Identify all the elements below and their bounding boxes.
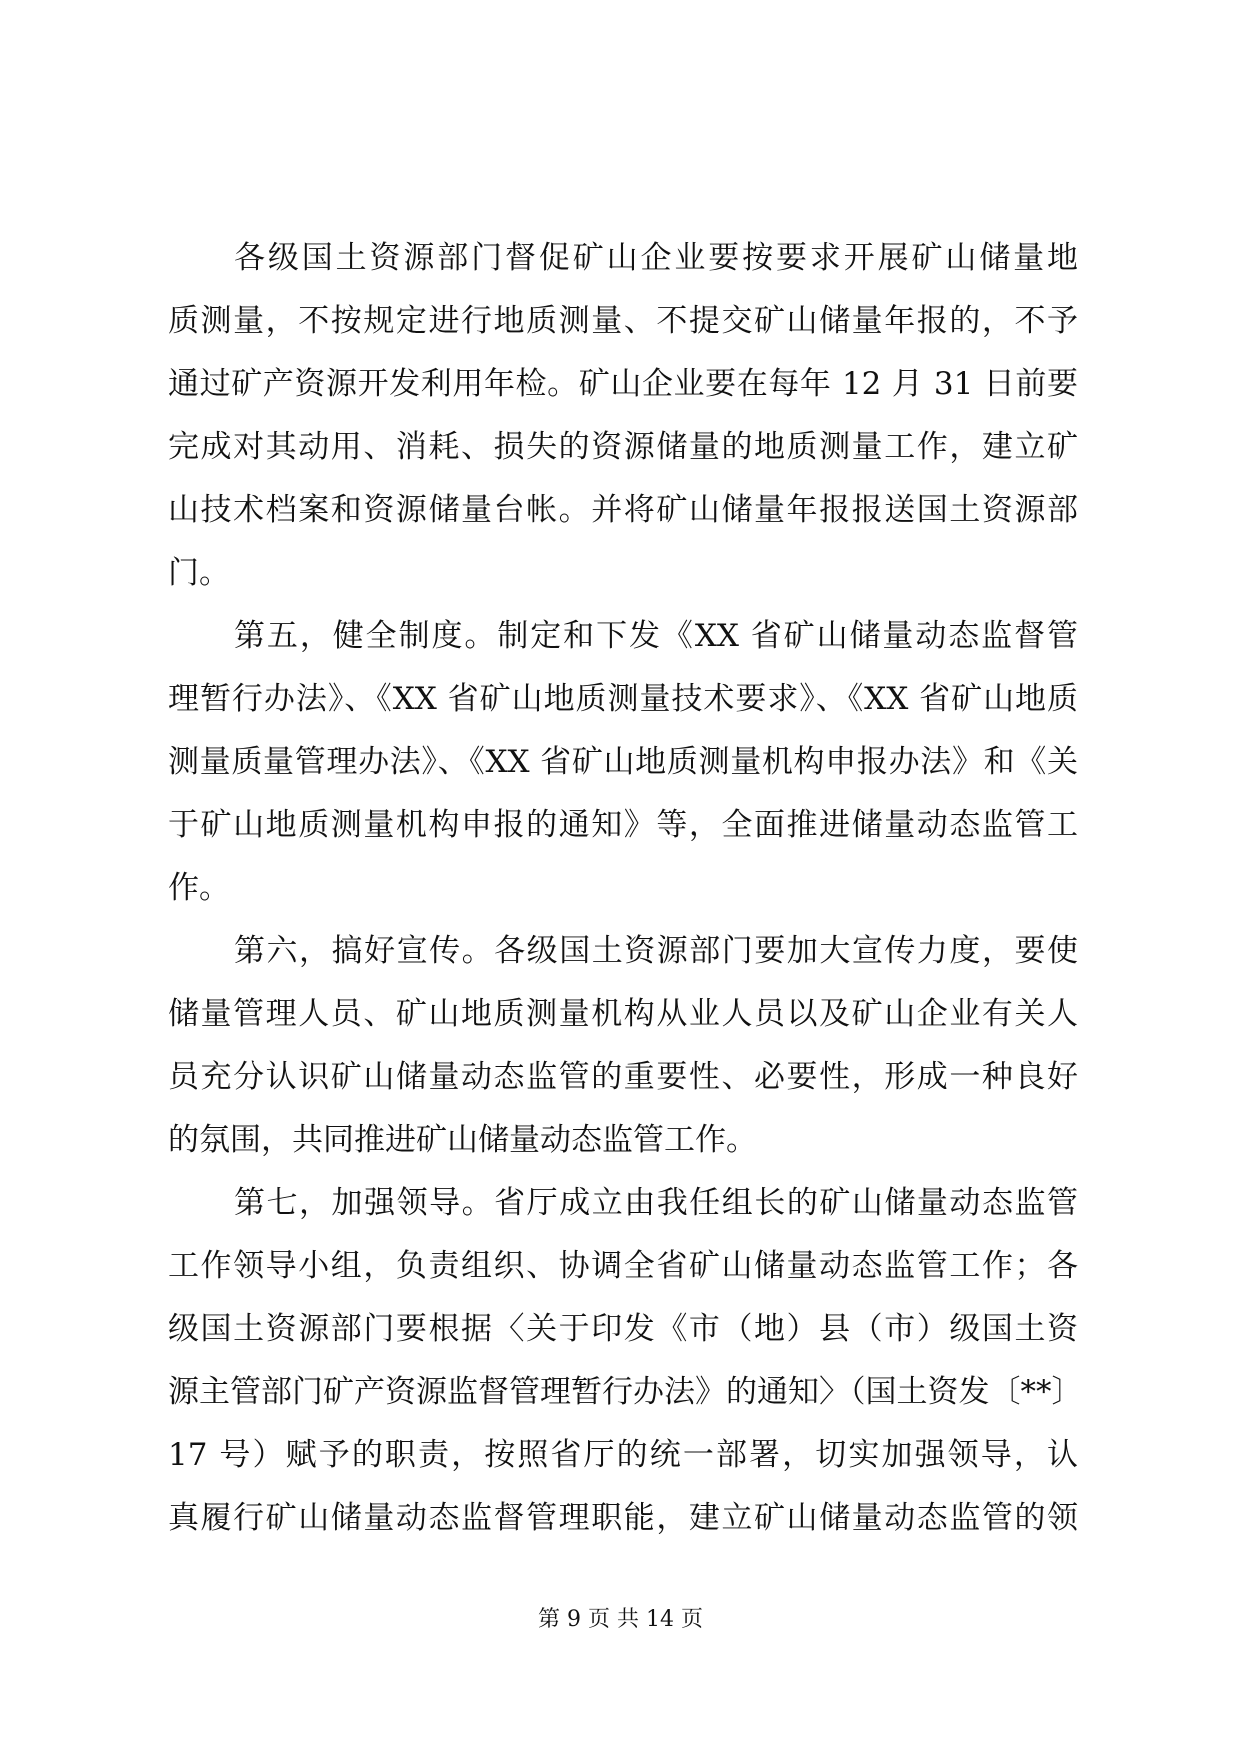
text-line: 工作领导小组，负责组织、协调全省矿山储量动态监管工作；各 xyxy=(168,1248,1078,1284)
text-line: 通过矿产资源开发利用年检。矿山企业要在每年 12 月 31 日前要 xyxy=(168,366,1078,402)
text-line: 测量质量管理办法》、《XX 省矿山地质测量机构申报办法》和《关 xyxy=(168,744,1078,780)
text-line: 作。 xyxy=(168,870,230,906)
text-line: 储量管理人员、矿山地质测量机构从业人员以及矿山企业有关人 xyxy=(168,996,1078,1032)
text-line: 各级国土资源部门督促矿山企业要按要求开展矿山储量地 xyxy=(234,240,1078,276)
text-line: 于矿山地质测量机构申报的通知》等，全面推进储量动态监管工 xyxy=(168,807,1078,843)
text-line: 源主管部门矿产资源监督管理暂行办法》的通知〉（国土资发〔**〕 xyxy=(168,1374,1083,1410)
text-line: 级国土资源部门要根据〈关于印发《市（地）县（市）级国土资 xyxy=(168,1311,1078,1347)
text-line: 员充分认识矿山储量动态监管的重要性、必要性，形成一种良好 xyxy=(168,1059,1078,1095)
page-number-footer: 第 9 页 共 14 页 xyxy=(538,1607,703,1632)
text-line: 17 号）赋予的职责，按照省厅的统一部署，切实加强领导，认 xyxy=(168,1437,1078,1473)
text-line: 完成对其动用、消耗、损失的资源储量的地质测量工作，建立矿 xyxy=(168,429,1078,465)
text-line: 第七，加强领导。省厅成立由我任组长的矿山储量动态监管 xyxy=(234,1185,1078,1221)
text-line: 第六，搞好宣传。各级国土资源部门要加大宣传力度，要使 xyxy=(234,933,1078,969)
text-line: 门。 xyxy=(168,555,230,591)
text-line: 理暂行办法》、《XX 省矿山地质测量技术要求》、《XX 省矿山地质 xyxy=(168,681,1078,717)
text-line: 真履行矿山储量动态监督管理职能，建立矿山储量动态监管的领 xyxy=(168,1500,1078,1536)
text-line: 质测量，不按规定进行地质测量、不提交矿山储量年报的，不予 xyxy=(168,303,1078,339)
document-body xyxy=(168,227,1083,1550)
text-line: 的氛围，共同推进矿山储量动态监管工作。 xyxy=(168,1122,757,1158)
text-line: 第五，健全制度。制定和下发《XX 省矿山储量动态监督管 xyxy=(234,618,1078,654)
text-line: 山技术档案和资源储量台帐。并将矿山储量年报报送国土资源部 xyxy=(168,492,1078,528)
